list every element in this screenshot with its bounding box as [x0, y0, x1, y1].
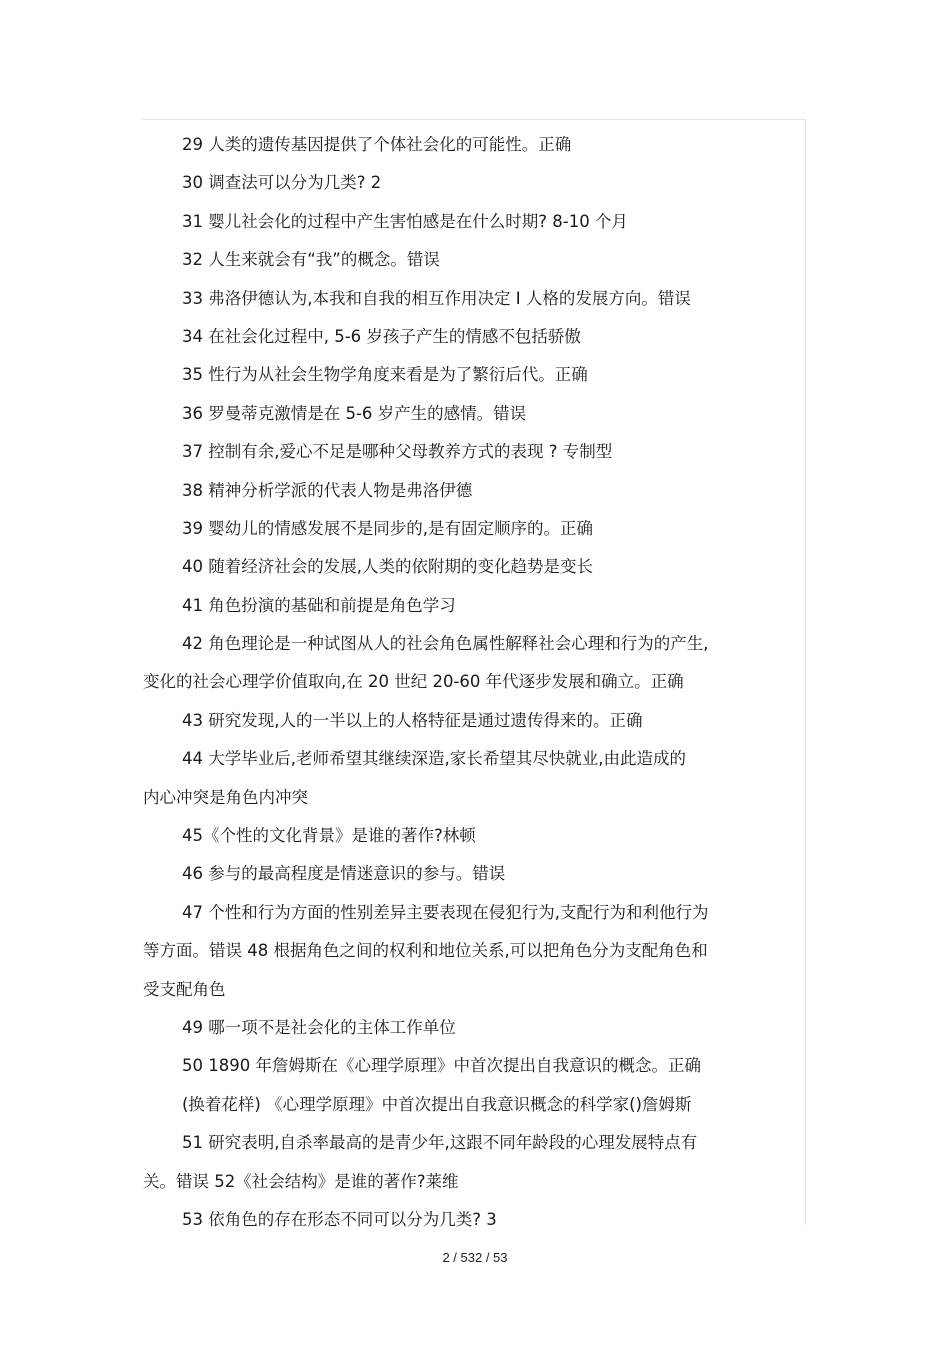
text-line: 41 角色扮演的基础和前提是角色学习 — [182, 595, 456, 615]
document-body — [143, 126, 793, 1239]
text-line: 33 弗洛伊德认为,本我和自我的相互作用决定 I 人格的发展方向。错误 — [182, 288, 691, 308]
text-line: 49 哪一项不是社会化的主体工作单位 — [182, 1017, 456, 1037]
text-line: 51 研究表明,自杀率最高的是青少年,这跟不同年龄段的心理发展特点有 — [182, 1133, 698, 1153]
text-line: 44 大学毕业后,老师希望其继续深造,家长希望其尽快就业,由此造成的 — [182, 749, 686, 769]
text-line: 35 性行为从社会生物学角度来看是为了繁衍后代。正确 — [182, 365, 588, 385]
text-line: 38 精神分析学派的代表人物是弗洛伊德 — [182, 480, 473, 500]
text-line: 34 在社会化过程中, 5-6 岁孩子产生的情感不包括骄傲 — [182, 326, 581, 346]
text-line: 40 随着经济社会的发展,人类的依附期的变化趋势是变长 — [182, 557, 593, 577]
text-line: 变化的社会心理学价值取向,在 20 世纪 20-60 年代逐步发展和确立。正确 — [143, 672, 684, 692]
text-line: 31 婴儿社会化的过程中产生害怕感是在什么时期? 8-10 个月 — [182, 211, 628, 231]
text-line: 53 依角色的存在形态不同可以分为几类? 3 — [182, 1209, 497, 1229]
text-line: 37 控制有余,爱心不足是哪种父母教养方式的表现 ? 专制型 — [182, 442, 613, 462]
text-line: (换着花样) 《心理学原理》中首次提出自我意识概念的科学家()詹姆斯 — [182, 1094, 692, 1114]
text-line: 42 角色理论是一种试图从人的社会角色属性解释社会心理和行为的产生, — [182, 634, 709, 654]
text-line: 46 参与的最高程度是情迷意识的参与。错误 — [182, 864, 506, 884]
text-line: 47 个性和行为方面的性别差异主要表现在侵犯行为,支配行为和利他行为 — [182, 902, 709, 922]
text-line: 45《个性的文化背景》是谁的著作?林顿 — [182, 826, 476, 846]
text-line: 29 人类的遗传基因提供了个体社会化的可能性。正确 — [182, 135, 572, 154]
text-line: 关。错误 52《社会结构》是谁的著作?莱维 — [143, 1171, 459, 1191]
text-line: 39 婴幼儿的情感发展不是同步的,是有固定顺序的。正确 — [182, 518, 593, 538]
text-line: 32 人生来就会有“我”的概念。错误 — [182, 250, 440, 270]
text-line: 43 研究发现,人的一半以上的人格特征是通过遗传得来的。正确 — [182, 710, 643, 730]
text-line: 50 1890 年詹姆斯在《心理学原理》中首次提出自我意识的概念。正确 — [182, 1056, 701, 1076]
text-line: 30 调查法可以分为几类? 2 — [182, 173, 382, 193]
text-line: 受支配角色 — [143, 979, 226, 999]
page-number: 2 / 532 / 53 — [442, 1250, 508, 1265]
text-line: 内心冲突是角色内冲突 — [143, 787, 308, 807]
text-line: 等方面。错误 48 根据角色之间的权利和地位关系,可以把角色分为支配角色和 — [143, 941, 708, 961]
text-line: 36 罗曼蒂克激情是在 5-6 岁产生的感情。错误 — [182, 403, 527, 423]
